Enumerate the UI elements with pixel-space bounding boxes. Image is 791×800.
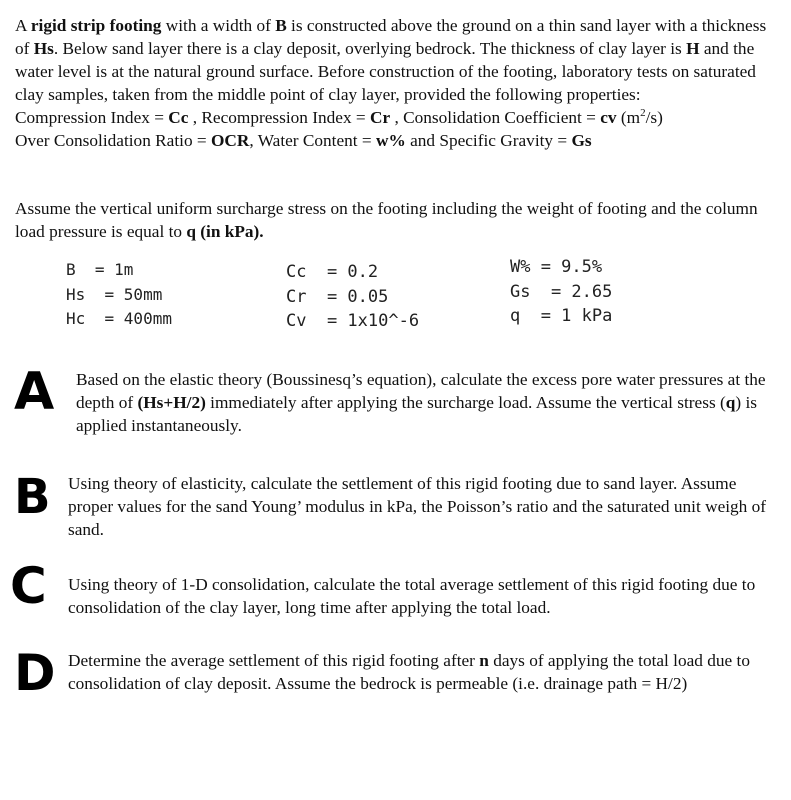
parameters-column-2 xyxy=(286,262,419,336)
question-a-text xyxy=(76,368,776,437)
bold-text: w% xyxy=(375,131,406,150)
text: , Recompression Index = xyxy=(188,108,370,127)
text: with a width of xyxy=(161,16,276,35)
parameters-column-3 xyxy=(510,257,612,331)
bold-text: Cc xyxy=(168,108,189,127)
assumption-paragraph xyxy=(15,197,775,243)
param-w: W% = 9.5% xyxy=(510,257,603,277)
param-cv: Cv = 1x10^-6 xyxy=(286,311,420,331)
question-c-text: Using theory of 1-D consolidation, calculate the total average settlement of this rigid footing due to consolidation of the clay layer, long time after applying the total load. xyxy=(68,575,756,617)
question-b-letter: B xyxy=(14,469,51,525)
question-c-letter: C xyxy=(10,557,47,615)
question-a-letter: A xyxy=(14,362,55,422)
text: ) is applied instantaneously. xyxy=(76,393,757,435)
param-gs: Gs = 2.65 xyxy=(510,281,613,302)
properties-line-1 xyxy=(15,106,780,129)
text: , Consolidation Coefficient = xyxy=(390,108,601,127)
bold-text: cv xyxy=(600,108,617,127)
bold-text: q xyxy=(725,393,736,412)
text: Determine the average settlement of this rigid footing after xyxy=(68,651,480,670)
bold-text: Cr xyxy=(370,108,391,127)
question-b-text: Using theory of elasticity, calculate the settlement of this rigid footing due to sand layer. Assume proper values for the sand Young’ modulus in kPa, the Poisson’s ratio and the saturated unit weigh of sand. xyxy=(68,474,767,539)
text: . Below sand layer there is a clay deposit, overlying bedrock. The thickness of clay layer is xyxy=(53,39,687,58)
param-q: q = 1 kPa xyxy=(510,306,613,326)
text: /s) xyxy=(645,108,663,127)
question-a xyxy=(76,368,776,437)
bold-text: n xyxy=(479,651,489,670)
text: days of applying the total load due to consolidation of clay deposit. Assume the bedrock is permeable (i.e. drainage path = H/2) xyxy=(68,651,750,693)
param-hc: Hc = 400mm xyxy=(66,309,172,328)
bold-text: q (in kPa). xyxy=(186,222,264,241)
param-cc: Cc = 0.2 xyxy=(286,262,379,282)
text: and Specific Gravity = xyxy=(405,131,572,150)
text: Compression Index = xyxy=(15,108,169,127)
text: , Water Content = xyxy=(249,131,376,150)
superscript: 2 xyxy=(640,107,646,120)
properties-line-2 xyxy=(15,129,780,152)
parameters-column-1 xyxy=(66,260,172,334)
text: (m xyxy=(616,108,641,127)
text: immediately after applying the surcharge load. Assume the vertical stress ( xyxy=(205,393,726,412)
text: is constructed above the ground on a thin sand layer with a thickness of xyxy=(15,16,767,58)
bold-text: Gs xyxy=(571,131,592,150)
param-cr: Cr = 0.05 xyxy=(286,286,389,307)
bold-text: B xyxy=(275,16,287,35)
text: A xyxy=(15,16,31,35)
question-d-letter: D xyxy=(14,644,56,702)
intro-paragraph xyxy=(15,14,780,106)
param-b: B = 1m xyxy=(66,260,134,279)
text: Based on the elastic theory (Boussinesq’s equation), calculate the excess pore water pressures at the depth of xyxy=(76,370,766,412)
question-d-text xyxy=(68,649,768,695)
question-d xyxy=(68,649,768,695)
problem-statement xyxy=(15,14,780,152)
bold-text: (Hs+H/2) xyxy=(137,393,206,412)
param-hs: Hs = 50mm xyxy=(66,284,163,304)
question-b xyxy=(68,472,768,541)
bold-text: rigid strip footing xyxy=(30,16,162,35)
text: and the water level is at the natural ground surface. Before construction of the footing, laboratory tests on saturated clay samples, taken from the middle point of clay layer, provided the following properties: xyxy=(15,39,756,104)
bold-text: H xyxy=(686,39,700,58)
text: Over Consolidation Ratio = xyxy=(15,131,211,150)
bold-text: OCR xyxy=(210,131,250,150)
question-c xyxy=(68,573,768,619)
text: Assume the vertical uniform surcharge stress on the footing including the weight of footing and the column load pressure is equal to xyxy=(15,199,758,241)
bold-text: Hs xyxy=(33,39,54,58)
surcharge-assumption xyxy=(15,197,775,243)
